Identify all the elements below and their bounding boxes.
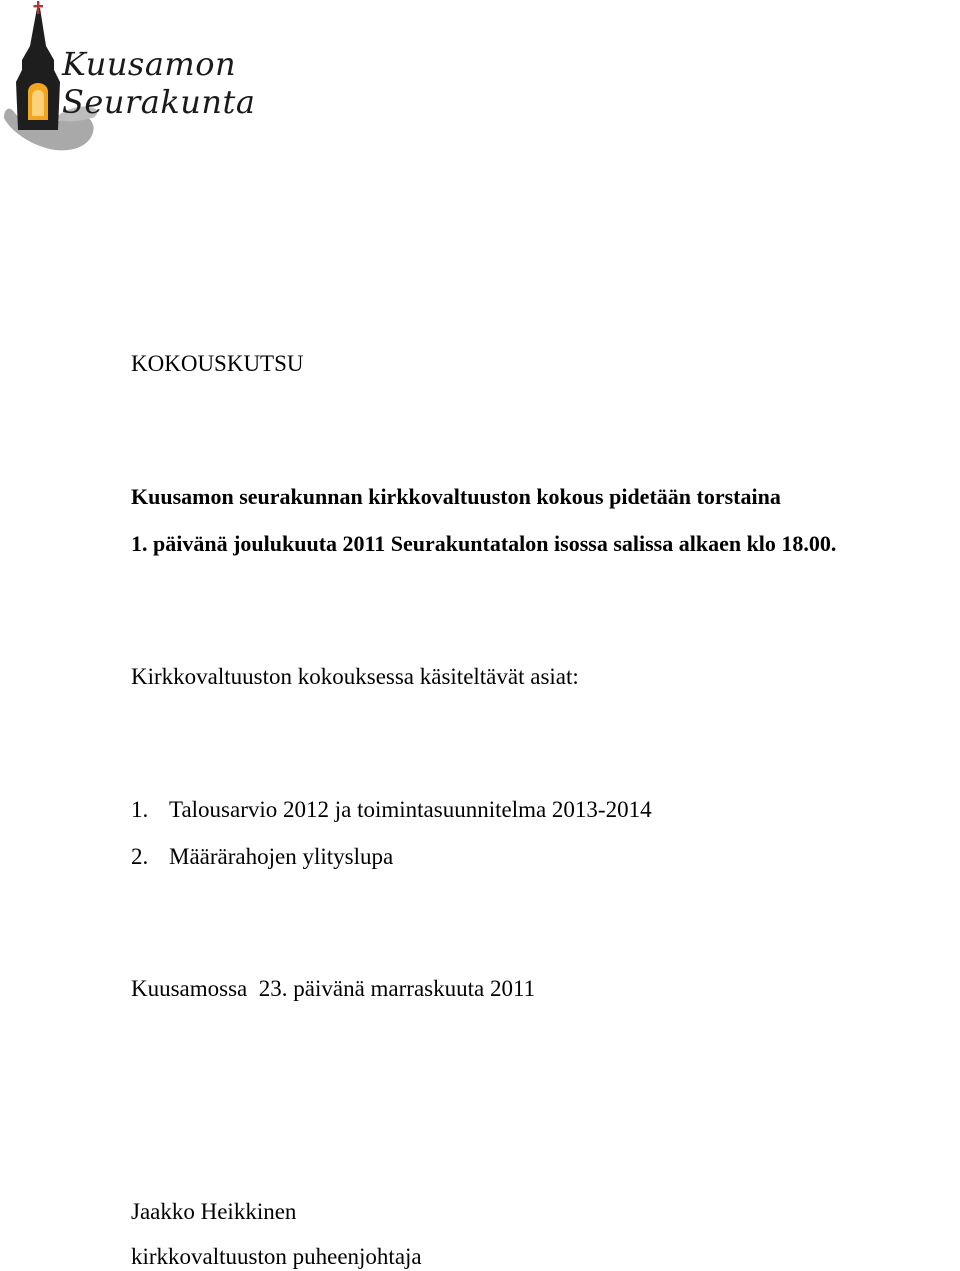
intro-line-2: 1. päivänä joulukuuta 2011 Seurakuntatalon isossa salissa alkaen klo 18.00. — [131, 531, 837, 556]
logo-text-line2: Seurakunta — [62, 83, 256, 121]
parish-logo — [0, 0, 256, 155]
cross-vertical — [37, 1, 39, 14]
agenda-item-number: 1. — [131, 797, 149, 822]
church-window-highlight — [32, 90, 44, 116]
agenda-item-text: Talousarvio 2012 ja toimintasuunnitelma 2013-2014 — [169, 797, 652, 822]
agenda-item-text: Määrärahojen ylityslupa — [169, 844, 394, 869]
agenda-item — [131, 845, 393, 868]
logo-text-line1: Kuusamon — [62, 45, 237, 83]
intro-line-1: Kuusamon seurakunnan kirkkovaltuuston kokous pidetään torstaina — [131, 484, 781, 509]
agenda-item-number: 2. — [131, 844, 149, 869]
document-title: KOKOUSKUTSU — [131, 351, 304, 376]
agenda-heading: Kirkkovaltuuston kokouksessa käsiteltävät asiat: — [131, 664, 579, 689]
signer-name: Jaakko Heikkinen — [131, 1199, 297, 1224]
cross-horizontal — [34, 5, 44, 7]
place-and-date: Kuusamossa 23. päivänä marraskuuta 2011 — [131, 976, 536, 1001]
agenda-item — [131, 798, 652, 821]
signer-title: kirkkovaltuuston puheenjohtaja — [131, 1244, 422, 1269]
